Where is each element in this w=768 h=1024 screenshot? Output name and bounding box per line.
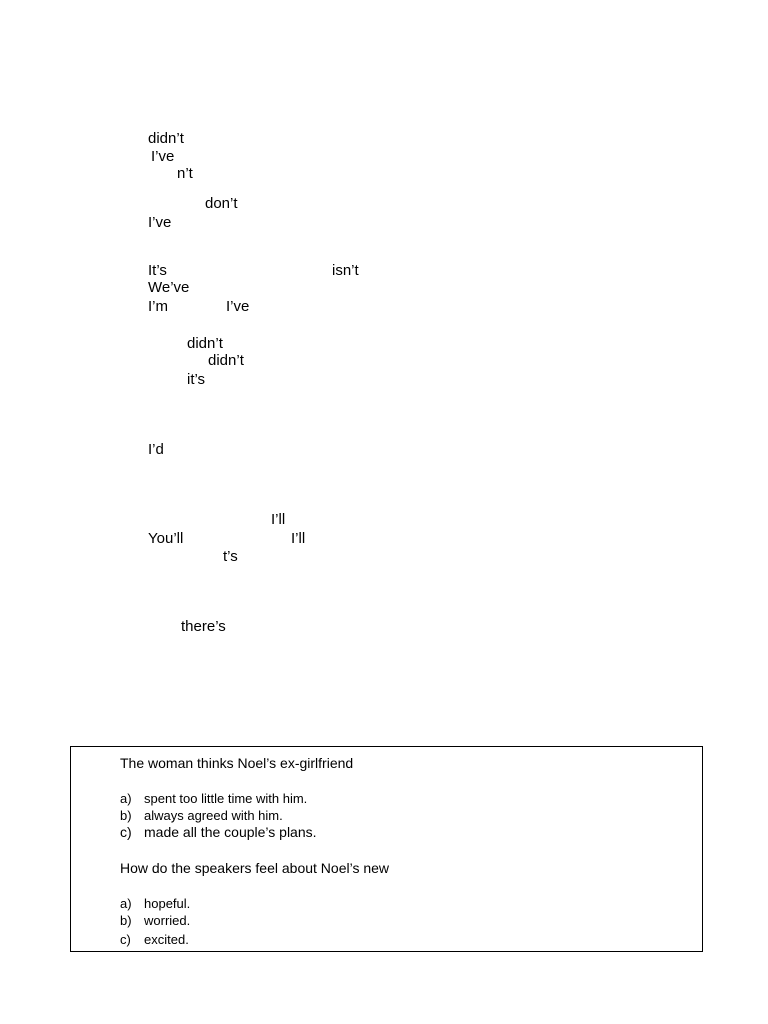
fragment-text: You’ll [148, 530, 184, 547]
fragment-text: I’ve [148, 214, 172, 231]
fragment-text: t’s [223, 548, 238, 565]
fragment-text: It’s [148, 262, 167, 279]
option-2b [120, 913, 190, 929]
option-2a [120, 896, 190, 912]
option-1b [120, 808, 283, 824]
option-letter: a) [120, 896, 132, 911]
fragment-text: I’d [148, 441, 164, 458]
fragment-text: didn’t [187, 335, 223, 352]
fragment-text: don’t [205, 195, 238, 212]
option-letter: b) [120, 808, 132, 823]
option-1c [120, 824, 317, 840]
fragment-text: I’m [148, 298, 168, 315]
option-letter: c) [120, 824, 132, 840]
fragment-text: didn’t [148, 130, 184, 147]
question-2: How do the speakers feel about Noel’s new [120, 860, 390, 876]
option-text: worried. [144, 913, 191, 928]
option-text: spent too little time with him. [144, 791, 308, 806]
option-text: excited. [144, 932, 189, 947]
option-letter: b) [120, 913, 132, 928]
option-2c [120, 932, 189, 948]
fragment-text: there’s [181, 618, 226, 635]
option-text: always agreed with him. [144, 808, 283, 823]
fragment-text: I’ll [291, 530, 306, 547]
fragment-text: I’ve [151, 148, 175, 165]
fragment-text: isn’t [332, 262, 359, 279]
fragment-text: I’ll [271, 511, 286, 528]
fragment-text: n’t [177, 165, 193, 182]
fragment-text: didn’t [208, 352, 244, 369]
question-box [70, 746, 703, 952]
option-letter: a) [120, 791, 132, 806]
fragment-text: I’ve [226, 298, 250, 315]
option-text: made all the couple’s plans. [144, 824, 317, 840]
option-text: hopeful. [144, 896, 191, 911]
option-1a [120, 791, 307, 807]
option-letter: c) [120, 932, 131, 947]
question-1: The woman thinks Noel’s ex-girlfriend [120, 755, 354, 771]
fragment-text: We’ve [148, 279, 190, 296]
fragment-text: it’s [187, 371, 206, 388]
